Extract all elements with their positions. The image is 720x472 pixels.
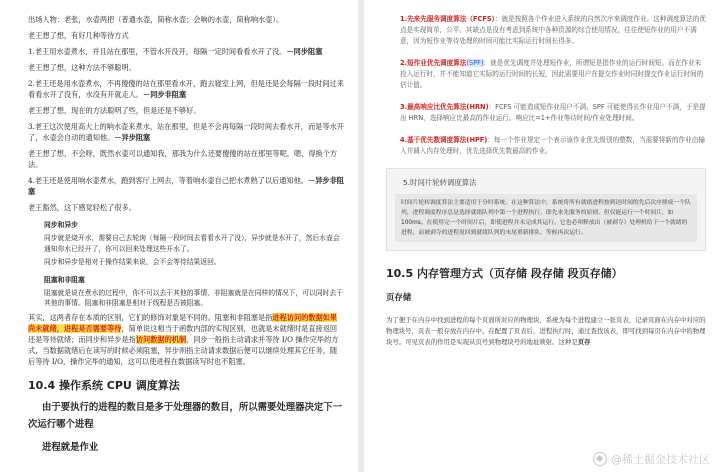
method-paragraph: 老王豁然，这下感觉轻松了很多。 [28,203,136,212]
intro-line: 老王想了想，有好几种等待方式 [28,31,129,40]
method-paragraph: 3.老王这次使用高大上的响水壶来煮水，站在那里，但是不会再每隔一段时间去看水开，而是等水开了，水壶会自动的通知他。－异步阻塞 [28,122,344,142]
sync-async-block [28,219,344,309]
block-title: 阻塞和非阻塞 [44,275,85,284]
sub-title: 进程就是作业 [42,441,99,453]
algo-item-hpf: 4.基于优先数调度算法(HPF)：每一个作业规定一个表示该作业优先级别的整数，当需要将新的作业由输入井调入内存处理时，优先选择优先数最高的作业。 [400,136,705,155]
intro-line: 出场人物：老张，水壶两把（普通水壶，简称水壶；会响的水壶，简称响水壶）。 [28,15,284,24]
sync-line: 同步就是烧开水，需要自己去轮询（每隔一段时间去看看水开了没），异步就是水开了，然后水壶会通知你水已经开了，你可以回来处理这些开水了。 [44,234,340,253]
algo-item-spf: 2.短作业优先调度算法(SPF)：就是优先调度并处理短作业，所谓短是指作业的运行时间短。而在作业未投入运行时，并不能知道它实际的运行时间的长短，因此需要用户在提交作业时同时提交作业运行时间的估计值。 [400,59,704,89]
section-paragraph: 由于要执行的进程的数目是多于处理器的数目，所以需要处理器决定下一次运行哪个进程 [28,401,343,430]
sync-title: 同步和异步 [44,221,78,229]
block-line: 阻塞就是说在煮水的过程中，你不可以去干其他的事情，非阻塞就是在同样的情况下，可以同时去干其他的事情。阻塞和非阻塞是相对于线程是否被阻塞。 [44,288,344,307]
method-paragraph: 老王想了想，现在的方法聪明了些，但是还是不够好。 [28,106,201,115]
method-paragraph: 老王想了想，不会呀，既然水壶可以通知我，那我为什么还要傻傻的站在那里等呢，嗯，得换个方法。 [28,149,338,169]
method-paragraph: 1.老王用水壶煮水，并且站在那里，不管水开没开，每隔一定时间看看水开了没。－同步阻塞 [28,47,323,56]
method-paragraph: 4.老王还是使用响水壶煮水，跑到客厅上网去，等着响水壶自己把水煮熟了以后通知他。－异步非阻塞 [28,176,344,196]
difference-paragraph: 其实，这两者存在本质的区别，它们的修饰对象是不同的。阻塞和非阻塞是指进程访问的数据如果尚未就绪，进程是否需要等待，简单说这相当于函数内部的实现区别，也就是未就绪时是直接返回还是等待就绪；而同步和异步是指访问数据的机制，同步一般指主动请求并等待 I/O 操作完毕的方式，当数据就绪后在读写的时候必须阻塞，异步则指主动请求数据后便可以继续处理其它任务，随后等待 I/O，操作完毕的通知，这可以使进程在数据读写时也不阻塞。 [28,312,339,366]
watermark [593,451,710,467]
section-title: 10.4 操作系统 CPU 调度算法 [28,378,180,392]
watermark-text: @稀土掘金技术社区 [611,453,710,466]
method-paragraph: 老王想了想，这种方法不够聪明。 [28,63,136,72]
page-storage-paragraph: 为了便于在内存中找到进程的每个页面所对应的物理块，系统为每个进程建立一张页表，记录页面在内存中对应的物理块号，页表一般存放在内存中。在配置了页表后，进程执行时，通过查找该表，即可找到每页在内存中的物理块号。可见页表的作用是实现从页号到物理块号的地址映射。这种是页存 [386,316,706,346]
juejin-logo-icon [593,452,607,466]
algo-item-fcfs: 1.先来先服务调度算法（FCFS）：就是按照各个作业进入系统的自然次序来调度作业。这种调度算法的优点是实现简单，公平。其缺点是没有考虑到系统中各种资源的综合使用情况，往往使短作业的用户不满意，因为短作业等待处理的时间可能比实际运行时间长得多。 [400,15,706,45]
sync-line: 同步和异步是相对于操作结果来说，会不会等待结果返回。 [44,258,221,266]
algo-item-hrn: 3.最高响应比优先算法(HRN)：FCFS 可能造成短作业用户不满，SPF 可能使得长作业用户不满，于是提出 HRN，选择响应比最高的作业运行。响应比=1+作业等待时间/作业处理时间。 [400,103,706,122]
right-page [364,0,720,472]
rr-title: 5.时间片轮转调度算法 [403,178,477,187]
rr-body: 时间片轮转调度算法主要适用于分时系统。在这种算法中，系统将所有就绪进程按到达时间的先后次序排成一个队列，进程调度程序总是选择就绪队列中第一个进程执行，即先来先服务的原则，但仅能运行一个时间片，如 100ms。在使用完一个时间片后，即使进程并未完成其运行，它也必须释放出（被剥夺）处理机给下一个就绪的进程，而被剥夺的进程返回到就绪队列的末尾重新排队，等候再次运行。 [395,194,697,242]
left-page [0,0,358,472]
method-paragraph: 2.老王还是用水壶煮水，不再傻傻的站在那里看水开，跑去寝室上网，但是还是会每隔一段时间过来看看水开了没有，水没有开就走人。－同步非阻塞 [28,79,344,99]
round-robin-card [386,168,706,251]
page-storage-title: 页存储 [386,292,412,302]
memory-section-title: 10.5 内存管理方式（页存储 段存储 段页存储） [386,267,623,280]
